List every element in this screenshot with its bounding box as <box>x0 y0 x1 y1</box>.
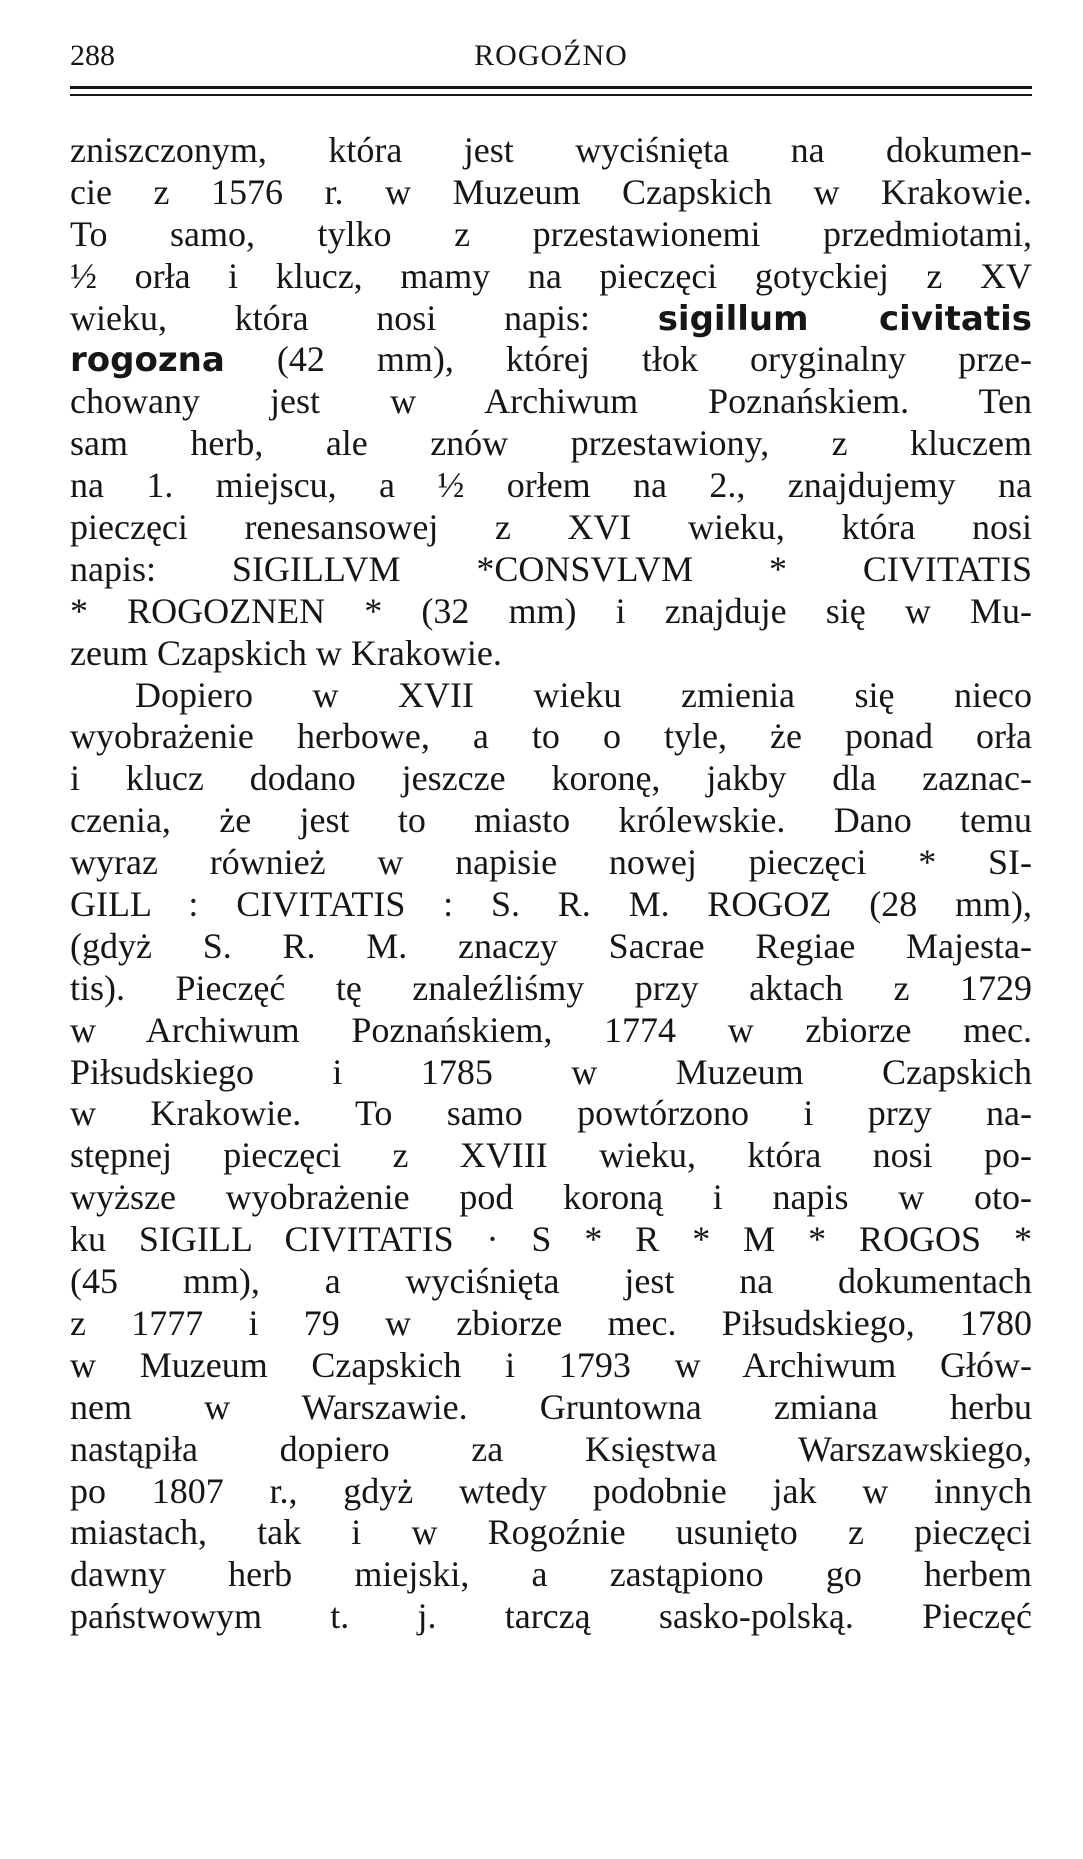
text-line <box>70 172 1032 214</box>
line-text: i klucz dodano jeszcze koronę, jakby dla zaznac- <box>70 758 1032 799</box>
line-text: wieku, która nosi napis: <box>70 297 658 338</box>
running-head: ROGOŹNO <box>474 39 628 72</box>
line-text: To samo, tylko z przestawionemi przedmiotami, <box>70 213 1032 254</box>
line-text: ku SIGILL CIVITATIS · S * R * M * ROGOS * <box>70 1219 1032 1260</box>
text-line <box>70 716 1032 758</box>
gothic-inscription: rogozna <box>70 340 225 381</box>
text-line <box>70 1303 1032 1345</box>
page-number: 288 <box>70 39 115 72</box>
line-text: sam herb, ale znów przestawiony, z kluczem <box>70 423 1032 464</box>
page-header <box>70 30 1032 80</box>
line-text: w Muzeum Czapskich i 1793 w Archiwum Głów- <box>70 1344 1032 1385</box>
header-rule-top <box>70 86 1032 89</box>
line-text: (45 mm), a wyciśnięta jest na dokumentach <box>70 1261 1032 1302</box>
text-line <box>70 1345 1032 1387</box>
text-line <box>70 1512 1032 1554</box>
line-text: miastach, tak i w Rogoźnie usunięto z pieczęci <box>70 1512 1032 1553</box>
text-line <box>70 465 1032 507</box>
text-line <box>70 1387 1032 1429</box>
text-line <box>70 549 1032 591</box>
line-text: nem w Warszawie. Gruntowna zmiana herbu <box>70 1386 1032 1427</box>
text-line <box>70 675 1032 717</box>
line-text: państwowym t. j. tarczą sasko-polską. Pieczęć <box>70 1596 1032 1637</box>
line-text: nastąpiła dopiero za Księstwa Warszawskiego, <box>70 1428 1032 1469</box>
line-text: cie z 1576 r. w Muzeum Czapskich w Krakowie. <box>70 171 1032 212</box>
line-text: zniszczonym, która jest wyciśnięta na dokumen- <box>70 130 1032 170</box>
text-line <box>70 1219 1032 1261</box>
text-line <box>70 842 1032 884</box>
text-line <box>70 1135 1032 1177</box>
line-text: na 1. miejscu, a ½ orłem na 2., znajdujemy na <box>70 465 1032 506</box>
line-text: ½ orła i klucz, mamy na pieczęci gotyckiej z XV <box>70 255 1032 296</box>
text-line <box>70 423 1032 465</box>
text-line <box>70 1554 1032 1596</box>
line-text: w Archiwum Poznańskiem, 1774 w zbiorze mec. <box>70 1009 1032 1050</box>
line-text: Dopiero w XVII wieku zmienia się nieco <box>135 674 1032 715</box>
gothic-inscription: sigillum civitatis <box>657 298 1032 339</box>
line-text: tis). Pieczęć tę znaleźliśmy przy aktach z 1729 <box>70 967 1032 1008</box>
line-text: Piłsudskiego i 1785 w Muzeum Czapskich <box>70 1051 1032 1092</box>
text-line <box>70 214 1032 256</box>
text-line <box>70 968 1032 1010</box>
text-line <box>70 884 1032 926</box>
text-line <box>70 1471 1032 1513</box>
body-text <box>70 130 1032 1638</box>
line-text: stępnej pieczęci z XVIII wieku, która nosi po- <box>70 1135 1032 1176</box>
text-line <box>70 1429 1032 1471</box>
line-text: (42 mm), której tłok oryginalny prze- <box>224 339 1032 380</box>
line-text: w Krakowie. To samo powtórzono i przy na- <box>70 1093 1032 1134</box>
line-text: dawny herb miejski, a zastąpiono go herbem <box>70 1554 1032 1595</box>
text-line <box>70 339 1032 381</box>
text-line <box>70 800 1032 842</box>
text-line <box>70 1052 1032 1094</box>
line-text: chowany jest w Archiwum Poznańskiem. Ten <box>70 381 1032 422</box>
line-text: po 1807 r., gdyż wtedy podobnie jak w innych <box>70 1470 1032 1511</box>
text-line <box>70 1177 1032 1219</box>
text-line <box>70 633 1032 675</box>
text-line <box>70 130 1032 172</box>
text-line <box>70 926 1032 968</box>
line-text: czenia, że jest to miasto królewskie. Dano temu <box>70 800 1032 841</box>
line-text: napis: SIGILLVM *CONSVLVM * CIVITATIS <box>70 548 1032 589</box>
line-text: * ROGOZNEN * (32 mm) i znajduje się w Mu- <box>70 590 1032 631</box>
line-text: wyraz również w napisie nowej pieczęci * SI- <box>70 842 1032 883</box>
line-text: (gdyż S. R. M. znaczy Sacrae Regiae Majesta- <box>70 925 1032 966</box>
text-line <box>70 381 1032 423</box>
text-line <box>70 256 1032 298</box>
text-line <box>70 1596 1032 1638</box>
text-line <box>70 1010 1032 1052</box>
text-line <box>70 298 1032 340</box>
header-rule-bottom <box>70 94 1032 96</box>
text-line <box>70 591 1032 633</box>
line-text: wyobrażenie herbowe, a to o tyle, że ponad orła <box>70 716 1032 757</box>
text-line <box>70 1093 1032 1135</box>
line-text: z 1777 i 79 w zbiorze mec. Piłsudskiego, 1780 <box>70 1302 1032 1343</box>
text-line <box>70 507 1032 549</box>
line-text: wyższe wyobrażenie pod koroną i napis w oto- <box>70 1177 1032 1218</box>
line-text: pieczęci renesansowej z XVI wieku, która nosi <box>70 507 1032 548</box>
line-text: GILL : CIVITATIS : S. R. M. ROGOZ (28 mm), <box>70 884 1032 925</box>
line-text: zeum Czapskich w Krakowie. <box>70 632 502 673</box>
text-line <box>70 758 1032 800</box>
text-line <box>70 1261 1032 1303</box>
